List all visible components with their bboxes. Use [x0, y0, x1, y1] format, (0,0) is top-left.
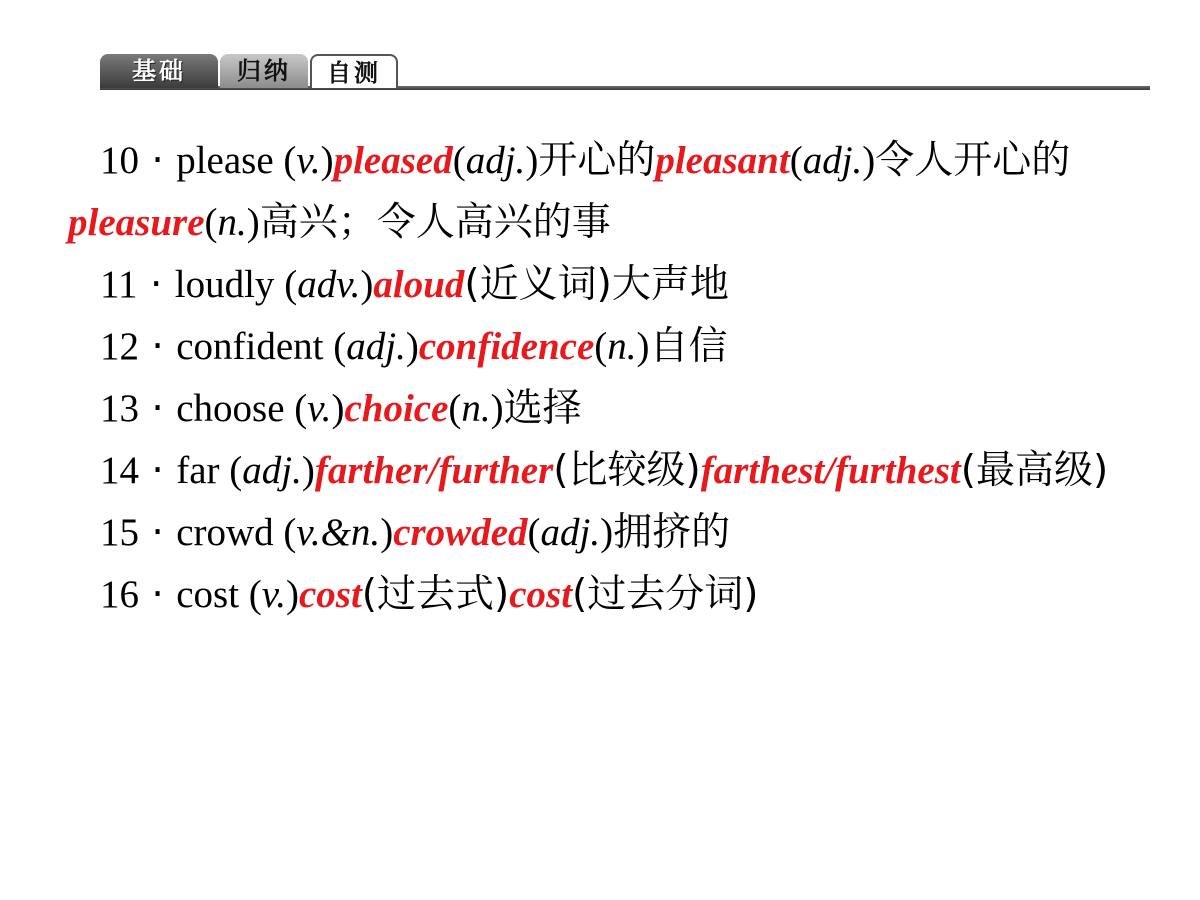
punctuation: ) [301, 449, 315, 492]
entry-headword: cost [176, 573, 240, 616]
punctuation: ( [527, 511, 541, 554]
chinese-gloss: 令人开心的 [875, 138, 1071, 183]
punctuation: ) [285, 573, 299, 616]
punctuation: ( [273, 511, 297, 554]
punctuation: ( [219, 449, 243, 492]
punctuation: ( [239, 573, 262, 616]
entry-separator: · [139, 138, 177, 183]
answer-word: pleasure [68, 201, 205, 244]
punctuation: ( [452, 139, 466, 182]
punctuation: ) [636, 325, 650, 368]
punctuation: ) [380, 511, 394, 554]
chinese-gloss: 高兴；令人高兴的事 [259, 200, 611, 245]
entry-number: 14 [100, 449, 139, 492]
punctuation: ( [273, 139, 297, 182]
answer-word: pleased [333, 139, 453, 182]
punctuation: ( [448, 387, 462, 430]
part-of-speech: adj. [540, 511, 601, 554]
entry-separator: · [139, 324, 177, 369]
entry-number: 11 [100, 263, 138, 306]
punctuation: ( [274, 263, 298, 306]
entry-headword: choose [176, 387, 285, 430]
part-of-speech: n. [461, 387, 491, 430]
punctuation: ) [320, 139, 334, 182]
vocab-entry [68, 130, 1128, 254]
part-of-speech: adv. [297, 263, 361, 306]
entry-headword: confident [176, 325, 324, 368]
answer-word: farthest [700, 449, 825, 492]
vocab-entry [68, 316, 1128, 378]
punctuation: ( [284, 387, 308, 430]
answer-word: crowded [393, 511, 528, 554]
entry-headword: loudly [174, 263, 275, 306]
entry-number: 12 [100, 325, 139, 368]
answer-word: / [427, 449, 439, 492]
part-of-speech: v.&n. [296, 511, 381, 554]
part-of-speech: v. [261, 573, 286, 616]
answer-word: cost [298, 573, 362, 616]
entry-number: 16 [100, 573, 139, 616]
entry-separator: · [139, 448, 177, 493]
part-of-speech: adj. [242, 449, 302, 492]
punctuation: ) [490, 387, 504, 430]
part-of-speech: n. [217, 201, 247, 244]
punctuation: ) [246, 201, 260, 244]
entry-separator: · [139, 386, 177, 431]
chinese-gloss: (过去分词) [572, 572, 759, 617]
chinese-gloss: 自信 [649, 324, 728, 369]
tab-zice[interactable]: 自测 [310, 54, 398, 88]
punctuation: ) [405, 325, 419, 368]
punctuation: ( [789, 139, 803, 182]
punctuation: ) [331, 387, 345, 430]
part-of-speech: v. [307, 387, 332, 430]
vocab-entry [68, 440, 1128, 502]
entry-headword: far [176, 449, 220, 492]
chinese-gloss: 开心的 [538, 138, 656, 183]
chinese-gloss: 拥挤的 [613, 510, 731, 555]
answer-word: furthest [835, 449, 961, 492]
vocab-entry [68, 564, 1128, 626]
punctuation: ) [360, 263, 374, 306]
punctuation: ( [323, 325, 347, 368]
part-of-speech: v. [296, 139, 321, 182]
entry-separator: · [139, 572, 177, 617]
chinese-gloss: 选择 [503, 386, 582, 431]
answer-word: farther [314, 449, 428, 492]
punctuation: ( [594, 325, 608, 368]
entry-separator: · [137, 262, 175, 307]
tab-guina[interactable]: 归纳 [220, 54, 308, 88]
vocab-entry [68, 502, 1128, 564]
answer-word: further [438, 449, 554, 492]
answer-word: cost [509, 573, 573, 616]
answer-word: aloud [373, 263, 465, 306]
punctuation: ) [862, 139, 876, 182]
punctuation: ( [204, 201, 218, 244]
punctuation: ) [525, 139, 539, 182]
answer-word: / [824, 449, 836, 492]
vocab-entry [68, 378, 1128, 440]
part-of-speech: adj. [465, 139, 526, 182]
entry-separator: · [139, 510, 177, 555]
entry-number: 15 [100, 511, 139, 554]
section-tab-bar [100, 52, 1150, 92]
entry-number: 10 [100, 139, 139, 182]
chinese-gloss: (最高级) [960, 448, 1109, 493]
chinese-gloss: (过去式) [361, 572, 510, 617]
entry-headword: crowd [176, 511, 274, 554]
answer-word: choice [344, 387, 449, 430]
part-of-speech: adj. [346, 325, 406, 368]
entry-headword: please [176, 139, 274, 182]
entry-number: 13 [100, 387, 139, 430]
chinese-gloss: (比较级) [553, 448, 701, 493]
punctuation: ) [600, 511, 614, 554]
vocab-entry [68, 254, 1128, 316]
part-of-speech: n. [607, 325, 637, 368]
vocabulary-list [68, 130, 1128, 626]
tab-jichu[interactable]: 基础 [100, 54, 218, 88]
chinese-gloss: (近义词)大声地 [464, 262, 729, 307]
answer-word: pleasant [655, 139, 790, 182]
part-of-speech: adj. [802, 139, 863, 182]
answer-word: confidence [418, 325, 595, 368]
